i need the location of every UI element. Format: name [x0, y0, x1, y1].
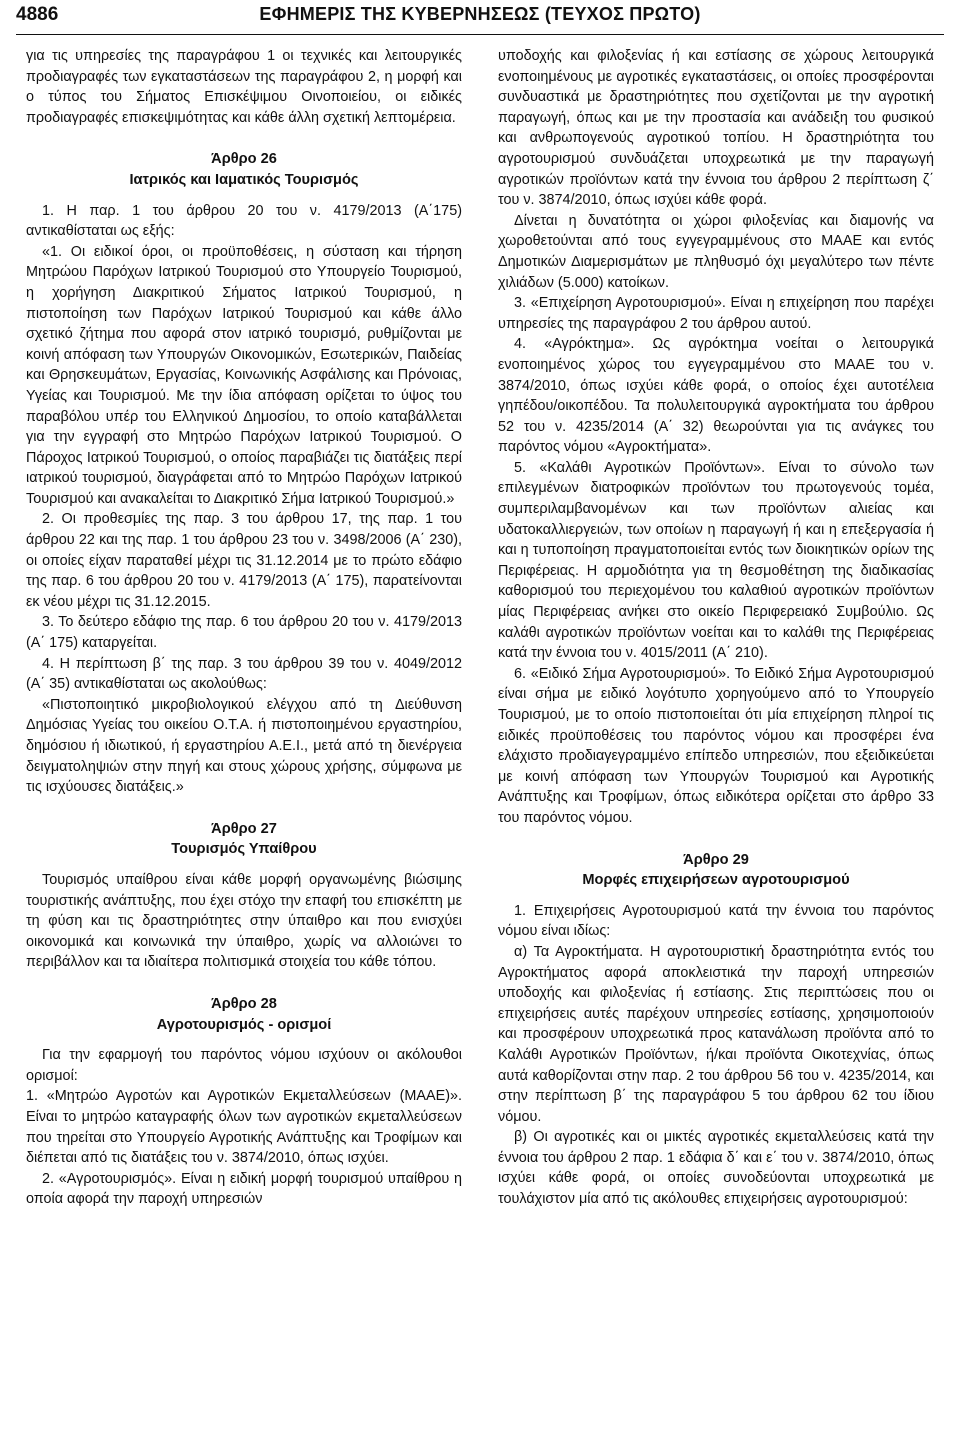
article-29-title: Μορφές επιχειρήσεων αγροτουρισμού — [582, 872, 850, 889]
article-27-title: Τουρισμός Υπαίθρου — [171, 841, 317, 858]
article-29-paragraph: β) Οι αγροτικές και οι μικτές αγροτικές εκμεταλλεύσεις κατά την έννοια του άρθρου 2 παρ. 1 εδάφια δ΄ και ε΄ του ν. 3874/2010, όπως ισχύει κάθε φορά, οι οποίες συνοδεύονται υποχρεωτικά με τουλάχιστον μία από τις ακόλουθες επιχειρήσεις αγροτουρισμού: — [498, 1129, 934, 1208]
article-28-continuation: 3. «Επιχείρηση Αγροτουρισμού». Είναι η επιχείρηση που παρέχει υπηρεσίες της παραγράφου 2 του άρθρου αυτού. — [498, 295, 934, 332]
article-29-paragraph: 1. Επιχειρήσεις Αγροτουρισμού κατά την έννοια του παρόντος νόμου είναι ιδίως: — [498, 902, 934, 940]
article-29-number: Άρθρο 29 — [683, 851, 749, 868]
article-26-paragraph: 1. Η παρ. 1 του άρθρου 20 του ν. 4179/2013 (Α΄175) αντικαθίσταται ως εξής: — [26, 202, 462, 240]
page-number: 4886 — [16, 4, 59, 25]
article-27-number: Άρθρο 27 — [211, 820, 277, 837]
article-26-paragraph: «1. Οι ειδικοί όροι, οι προϋποθέσεις, η σύσταση και τήρηση Μητρώου Παρόχων Ιατρικού Τουρισμού στο Υπουργείο Τουρισμού, η χορήγηση Διακριτικού Σήματος Ιατρικού Τουρισμού, η πιστοποίηση των Παρόχων Ιατρικού Τουρισμού και κάθε άλλο σχετικό ζήτημα που αφορά στον ιατρικό τουρισμό, ρυθμίζονται με κοινή απόφαση των Υπουργών Οικονομικών, Εσωτερικών, Παιδείας και Θρησκευμάτων, Εργασίας, Κοινωνικής Ασφάλισης και Πρόνοιας, Υγείας και Τουρισμού. Με την ίδια απόφαση ορίζεται το ύψος του παραβόλου υπέρ του Ελληνικού Δημοσίου, το οποίο καταβάλλεται για την εγγραφή στο Μητρώο Παρόχων Ιατρικού Τουρισμού. Ο Πάροχος Ιατρικού Τουρισμού, ο οποίος παραβιάζει τις διατάξεις περί ιατρικού τουρισμού, διαγράφεται από το Μητρώο Παρόχων Ιατρικού Τουρισμού και ανακαλείται το Διακριτικό Σήμα Ιατρικού Τουρισμού.» — [26, 243, 462, 507]
article-26-paragraph: 3. Το δεύτερο εδάφιο της παρ. 6 του άρθρου 20 του ν. 4179/2013 (Α΄ 175) καταργείται. — [26, 614, 462, 652]
article-28-continuation: 4. «Αγρόκτημα». Ως αγρόκτημα νοείται ο λειτουργικά ενοποιημένος χώρος του εγγεγραμμένου στο ΜΑΑΕ του ν. 3874/2010, όπως ισχύει κάθε φορά, ο οποίος έχει αυτοτέλεια γηπέδου/οικοπέδου. Τα πολυλειτουργικά αγροκτήματα του άρθρου 52 του ν. 4235/2014 (Α΄ 32) θεωρούνται για τις ανάγκες του παρόντος νόμου «Αγροκτήματα». — [498, 336, 934, 456]
article-26-title: Ιατρικός και Ιαματικός Τουρισμός — [129, 171, 359, 188]
gazette-title: ΕΦΗΜΕΡΙΣ ΤΗΣ ΚΥΒΕΡΝΗΣΕΩΣ (ΤΕΥΧΟΣ ΠΡΩΤΟ) — [259, 4, 701, 24]
intro-paragraph: για τις υπηρεσίες της παραγράφου 1 οι τεχνικές και λειτουργικές προδιαγραφές των εγκαταστάσεων της παραγράφου 2, η μορφή και ο τύπος του Σήματος Επισκέψιμου Οινοποιείου, οι ειδικές προδιαγραφές επισκεψιμότητας και κάθε άλλη σχετική λεπτομέρεια. — [26, 48, 462, 126]
article-26-paragraph: 4. Η περίπτωση β΄ της παρ. 3 του άρθρου 39 του ν. 4049/2012 (Α΄ 35) αντικαθίσταται ως ακολούθως: — [26, 655, 462, 693]
article-28-paragraph: 1. «Μητρώο Αγροτών και Αγροτικών Εκμεταλλεύσεων (ΜΑΑΕ)». Είναι το μητρώο καταγραφής όλων των αγροτικών εκμεταλλεύσεων που τηρείται στο Υπουργείο Αγροτικής Ανάπτυξης και Τροφίμων και διέπεται από τις διατάξεις του ν. 3874/2010, όπως ισχύει. — [26, 1088, 462, 1167]
left-column — [26, 46, 462, 1210]
article-26-number: Άρθρο 26 — [211, 151, 277, 168]
article-26-paragraph: 2. Οι προθεσμίες της παρ. 3 του άρθρου 17, της παρ. 1 του άρθρου 22 και της παρ. 1 του άρθρου 23 του ν. 3498/2006 (Α΄ 230), οι οποίες είχαν παραταθεί μέχρι τις 31.12.2014 με το πρώτο εδάφιο της παρ. 6 του άρθρου 20 του ν. 4179/2013 (Α΄ 175), παρατείνονται εκ νέου μέχρι τις 31.12.2015. — [26, 511, 462, 610]
article-28-paragraph: 2. «Αγροτουρισμός». Είναι η ειδική μορφή τουρισμού υπαίθρου η οποία αφορά την παροχή υπηρεσιών — [26, 1170, 462, 1208]
article-29-paragraph: α) Τα Αγροκτήματα. Η αγροτουριστική δραστηριότητα εντός του Αγροκτήματος αφορά αποκλειστικά την παροχή υπηρεσιών υποδοχής και φιλοξενίας ή εστίασης. Στις περιπτώσεις που οι επιχειρήσεις αυτές παρέχουν υπηρεσίες εστίασης, χρησιμοποιούν και προσφέρουν υποχρεωτικά προς κατανάλωση προϊόντα από το Καλάθι Αγροτικών Προϊόντων, ή/και προϊόντα Οικοτεχνίας, όπως αυτά καθορίζονται στην παρ. 2 του άρθρου 56 του ν. 4235/2014, και στην περίπτωση β΄ της παραγράφου 5 του άρθρου 62 του ίδιου νόμου. — [498, 943, 934, 1125]
page-header — [16, 0, 944, 35]
article-28-continuation: 5. «Καλάθι Αγροτικών Προϊόντων». Είναι το σύνολο των επιλεγμένων διατροφικών προϊόντων του πρωτογενούς τομέα, συμπεριλαμβανομένων και των προϊόντων αλιείας και υδατοκαλλιεργειών, των οποίων η παραγωγή ή και η επεξεργασία ή και η τυποποίηση πραγματοποιείται εντός των διοικητικών ορίων της Περιφέρειας. Η αρμοδιότητα για τη θεσμοθέτηση της διαδικασίας καθορισμού του περιεχομένου του καλαθιού αγροτικών προϊόντων μίας Περιφέρειας ανήκει στο οικείο Περιφερειακό Συμβούλιο. Ως καλάθι αγροτικών προϊόντων νοείται και το καλάθι της Περιφέρειας κατά την έννοια του ν. 4015/2011 (Α΄ 210). — [498, 459, 934, 662]
right-column — [498, 46, 934, 1210]
article-28-continuation: 6. «Ειδικό Σήμα Αγροτουρισμού». Το Ειδικό Σήμα Αγροτουρισμού είναι σήμα με ειδικό λογότυπο χορηγούμενο από το Υπουργείο Τουρισμού, με το οποίο πιστοποιείται ότι μία επιχείρηση πληροί τις ειδικές προϋποθέσεις του παρόντος νόμου και προσφέρει ένα ελάχιστο προδιαγεγραμμένο επίπεδο υπηρεσιών, που εξειδικεύεται με κοινή απόφαση των Υπουργών Τουρισμού και Αγροτικής Ανάπτυξης και Τροφίμων, όπως ειδικότερα ορίζεται στο άρθρο 33 του παρόντος νόμου. — [498, 665, 934, 826]
article-28-title: Αγροτουρισμός - ορισμοί — [156, 1016, 332, 1033]
article-26-paragraph: «Πιστοποιητικό μικροβιολογικού ελέγχου από τη Διεύθυνση Δημόσιας Υγείας του οικείου Ο.Τ.Α. ή πιστοποιημένου εργαστηρίου, δημόσιου ή ιδιωτικού, ή εργαστηρίου Α.Ε.Ι., μετά από τη διενέργεια δειγματοληψιών στην πηγή και στους χώρους χρήσης, σύμφωνα με τις ισχύουσες διατάξεις.» — [26, 696, 462, 796]
article-28-paragraph: Για την εφαρμογή του παρόντος νόμου ισχύουν οι ακόλουθοι ορισμοί: — [26, 1047, 462, 1084]
article-27-paragraph: Τουρισμός υπαίθρου είναι κάθε μορφή οργανωμένης βιώσιμης τουριστικής ανάπτυξης, που έχει στόχο την επαφή του επισκέπτη με τη φύση και τις δραστηριότητες στην ύπαιθρο και που ενισχύει οικονομικά και κοινωνικά την ύπαιθρο, χωρίς να αλλοιώνει το περιβάλλον και τα ιδιαίτερα πολιτισμικά στοιχεία του κάθε τόπου. — [26, 871, 462, 971]
article-28-number: Άρθρο 28 — [211, 995, 277, 1012]
article-28-continuation: Δίνεται η δυνατότητα οι χώροι φιλοξενίας και διαμονής να χωροθετούνται από τους εγγεγραμμένους στο ΜΑΑΕ και εντός Δημοτικών Διαμερισμάτων με πληθυσμό όχι μεγαλύτερο των πέντε χιλιάδων (5.000) κατοίκων. — [498, 212, 934, 291]
article-28-continuation: υποδοχής και φιλοξενίας ή και εστίασης σε χώρους λειτουργικά ενοποιημένους με αγροτικές εγκαταστάσεις, οι οποίες προσφέρονται συνδυαστικά με δραστηριότητες που σχετίζονται με την αγροτική παραγωγή, όπως και με την προστασία και ανάδειξη του φυσικού και ανθρωπογενούς αγροτικού τοπίου. Η δραστηριότητα του αγροτουρισμού συνδυάζεται υποχρεωτικά με την παραγωγή αγροτικών προϊόντων κατά την έννοια του άρθρου 2 περίπτωση ζ΄ του ν. 3874/2010, όπως ισχύει κάθε φορά. — [498, 48, 934, 209]
